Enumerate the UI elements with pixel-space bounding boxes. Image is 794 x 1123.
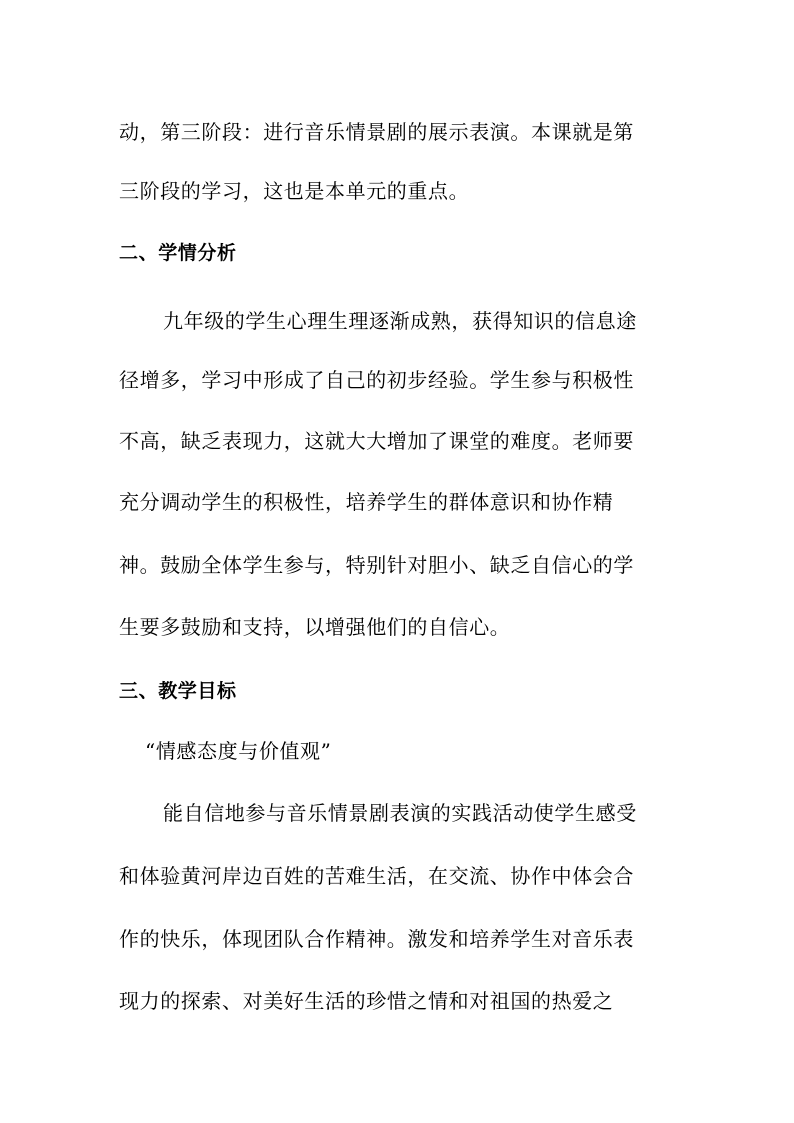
paragraph-line: 和体验黄河岸边百姓的苦难生活，在交流、协作中体会合 (119, 864, 634, 888)
paragraph-line: 作的快乐，体现团队合作精神。激发和培养学生对音乐表 (119, 927, 634, 951)
paragraph-line: 生要多鼓励和支持，以增强他们的自信心。 (119, 615, 511, 639)
section-heading-teaching-goals: 三、教学目标 (119, 680, 237, 702)
paragraph-line: 神。鼓励全体学生参与，特别针对胆小、缺乏自信心的学 (119, 553, 634, 577)
paragraph-line: 动，第三阶段：进行音乐情景剧的展示表演。本课就是第 (119, 120, 634, 144)
paragraph-line: 三阶段的学习，这也是本单元的重点。 (119, 179, 470, 203)
paragraph-line: 不高，缺乏表现力，这就大大增加了课堂的难度。老师要 (119, 429, 634, 453)
paragraph-line: 径增多，学习中形成了自己的初步经验。学生参与积极性 (119, 368, 634, 392)
paragraph-line: 九年级的学生心理生理逐渐成熟，获得知识的信息途 (163, 309, 637, 333)
paragraph-line: 充分调动学生的积极性，培养学生的群体意识和协作精 (119, 490, 614, 514)
section-heading-learner-analysis: 二、学情分析 (119, 242, 237, 264)
subheading-emotion-attitude-values: “情感态度与价值观” (145, 739, 332, 763)
paragraph-line: 能自信地参与音乐情景剧表演的实践活动使学生感受 (163, 801, 637, 825)
paragraph-line: 现力的探索、对美好生活的珍惜之情和对祖国的热爱之 (119, 989, 614, 1013)
